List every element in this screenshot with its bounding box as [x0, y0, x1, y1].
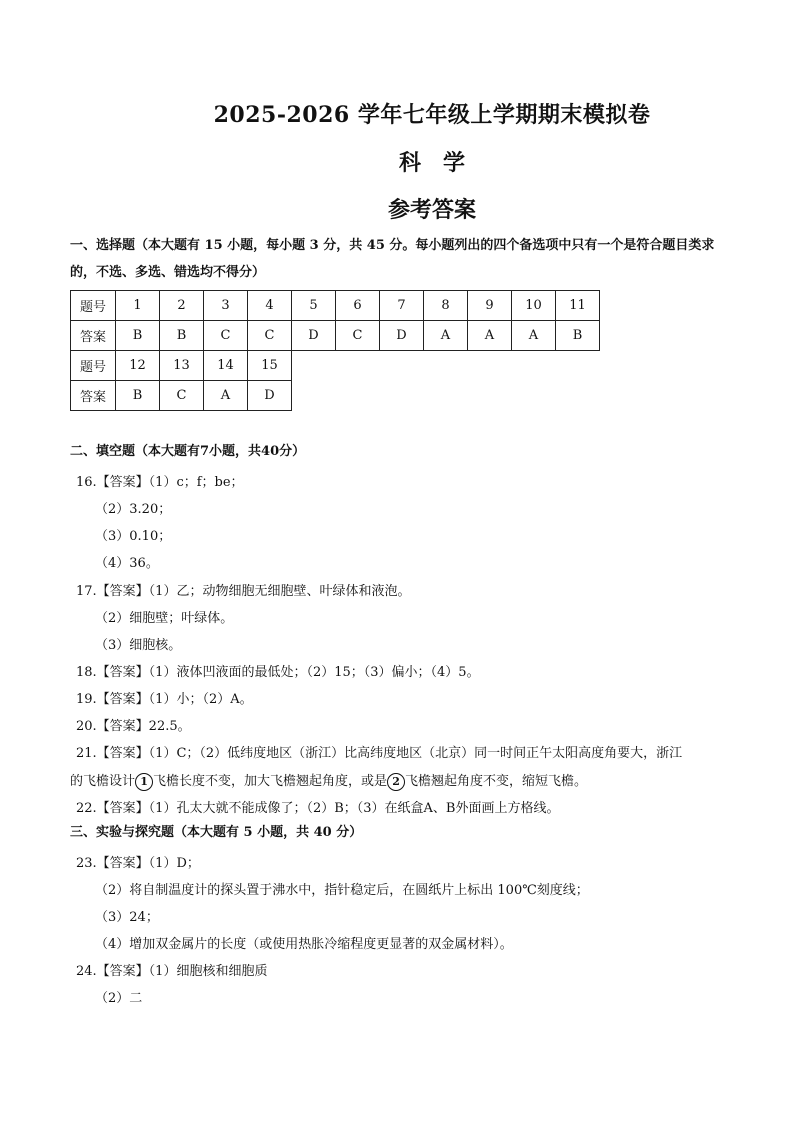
section3-heading: 三、实验与探究题（本大题有 5 小题，共 40 分）	[70, 825, 363, 840]
answer-line: （3）0.10；	[95, 529, 172, 544]
table-row	[71, 321, 600, 351]
table-empty-area	[292, 381, 600, 411]
table-cell: 8	[424, 291, 468, 321]
table-cell: B	[160, 321, 204, 351]
table-cell: D	[248, 381, 292, 411]
answer-line: 24.【答案】（1）细胞核和细胞质	[76, 964, 268, 979]
answer-line: （2）3.20；	[95, 502, 172, 517]
answer-line: 23.【答案】（1）D；	[76, 856, 200, 871]
answer-text: 飞檐翘起角度不变，缩短飞檐。	[405, 774, 588, 789]
table-row	[71, 351, 600, 381]
circled-number-2: 2	[387, 773, 405, 791]
table-cell: 13	[160, 351, 204, 381]
table-cell: B	[116, 321, 160, 351]
table-cell: 6	[336, 291, 380, 321]
table-cell: 11	[556, 291, 600, 321]
table-cell: C	[204, 321, 248, 351]
exam-title: 2025-2026 学年七年级上学期期末模拟卷	[213, 102, 651, 128]
answer-line: （2）二	[95, 991, 143, 1006]
table-cell: A	[512, 321, 556, 351]
table-cell: C	[336, 321, 380, 351]
row-label-answer: 答案	[71, 381, 116, 411]
answer-line: 18.【答案】（1）液体凹液面的最低处；（2）15；（3）偏小；（4）5。	[76, 665, 480, 680]
table-cell: 2	[160, 291, 204, 321]
table-cell: D	[292, 321, 336, 351]
answer-line: （4）增加双金属片的长度（或使用热胀冷缩程度更显著的双金属材料）。	[95, 937, 513, 952]
answer-table	[70, 290, 600, 411]
section2-heading: 二、填空题（本大题有7小题，共40分）	[70, 444, 306, 459]
answer-line: 20.【答案】22.5。	[76, 719, 191, 734]
answer-line: 17.【答案】（1）乙；动物细胞无细胞壁、叶绿体和液泡。	[76, 584, 411, 599]
row-label-answer: 答案	[71, 321, 116, 351]
table-cell: A	[468, 321, 512, 351]
answer-line: 22.【答案】（1）孔太大就不能成像了；（2）B；（3）在纸盒A、B外面画上方格线。	[76, 801, 560, 816]
answer-text: 飞檐长度不变，加大飞檐翘起角度，或是	[153, 774, 388, 789]
table-cell: 14	[204, 351, 248, 381]
answer-line: （2）细胞壁；叶绿体。	[95, 611, 234, 626]
answer-line: 21.【答案】（1）C；（2）低纬度地区（浙江）比高纬度地区（北京）同一时间正午太阳高度角要大，浙江	[76, 746, 683, 761]
circled-number-1: 1	[135, 773, 153, 791]
subject-title: 科 学	[398, 150, 465, 176]
table-cell: C	[248, 321, 292, 351]
table-cell: 10	[512, 291, 556, 321]
table-cell: B	[116, 381, 160, 411]
table-cell: B	[556, 321, 600, 351]
answer-line: （4）36。	[95, 556, 159, 571]
table-cell: 4	[248, 291, 292, 321]
row-label-question: 题号	[71, 291, 116, 321]
table-row	[71, 381, 600, 411]
table-cell: C	[160, 381, 204, 411]
table-cell: 12	[116, 351, 160, 381]
table-row	[71, 291, 600, 321]
answer-line: （3）细胞核。	[95, 638, 182, 653]
table-cell: 15	[248, 351, 292, 381]
table-cell: A	[424, 321, 468, 351]
answer-line-continued	[70, 770, 587, 791]
section1-heading	[70, 232, 730, 286]
table-cell: 7	[380, 291, 424, 321]
table-cell: 1	[116, 291, 160, 321]
answer-text: 的飞檐设计	[70, 774, 136, 789]
answer-line: 19.【答案】（1）小；（2）A。	[76, 692, 253, 707]
table-cell: D	[380, 321, 424, 351]
row-label-question: 题号	[71, 351, 116, 381]
section1-heading-text: （本大题有 15 小题，每小题 3 分，共 45 分。每小题列出的四个备选项中只有一个是符合题目类求的，不选、多选、错选均不得分）	[70, 238, 715, 280]
table-cell: 9	[468, 291, 512, 321]
answer-key-title: 参考答案	[387, 197, 476, 223]
answer-line: 16.【答案】（1）c；f；be；	[76, 475, 244, 490]
answer-line: （3）24；	[95, 910, 159, 925]
table-cell: A	[204, 381, 248, 411]
answer-line: （2）将自制温度计的探头置于沸水中，指针稳定后，在圆纸片上标出 100℃刻度线；	[95, 883, 589, 898]
table-cell: 3	[204, 291, 248, 321]
table-cell: 5	[292, 291, 336, 321]
table-empty-area	[292, 351, 600, 381]
section1-heading-bold: 一、选择题	[70, 238, 136, 253]
